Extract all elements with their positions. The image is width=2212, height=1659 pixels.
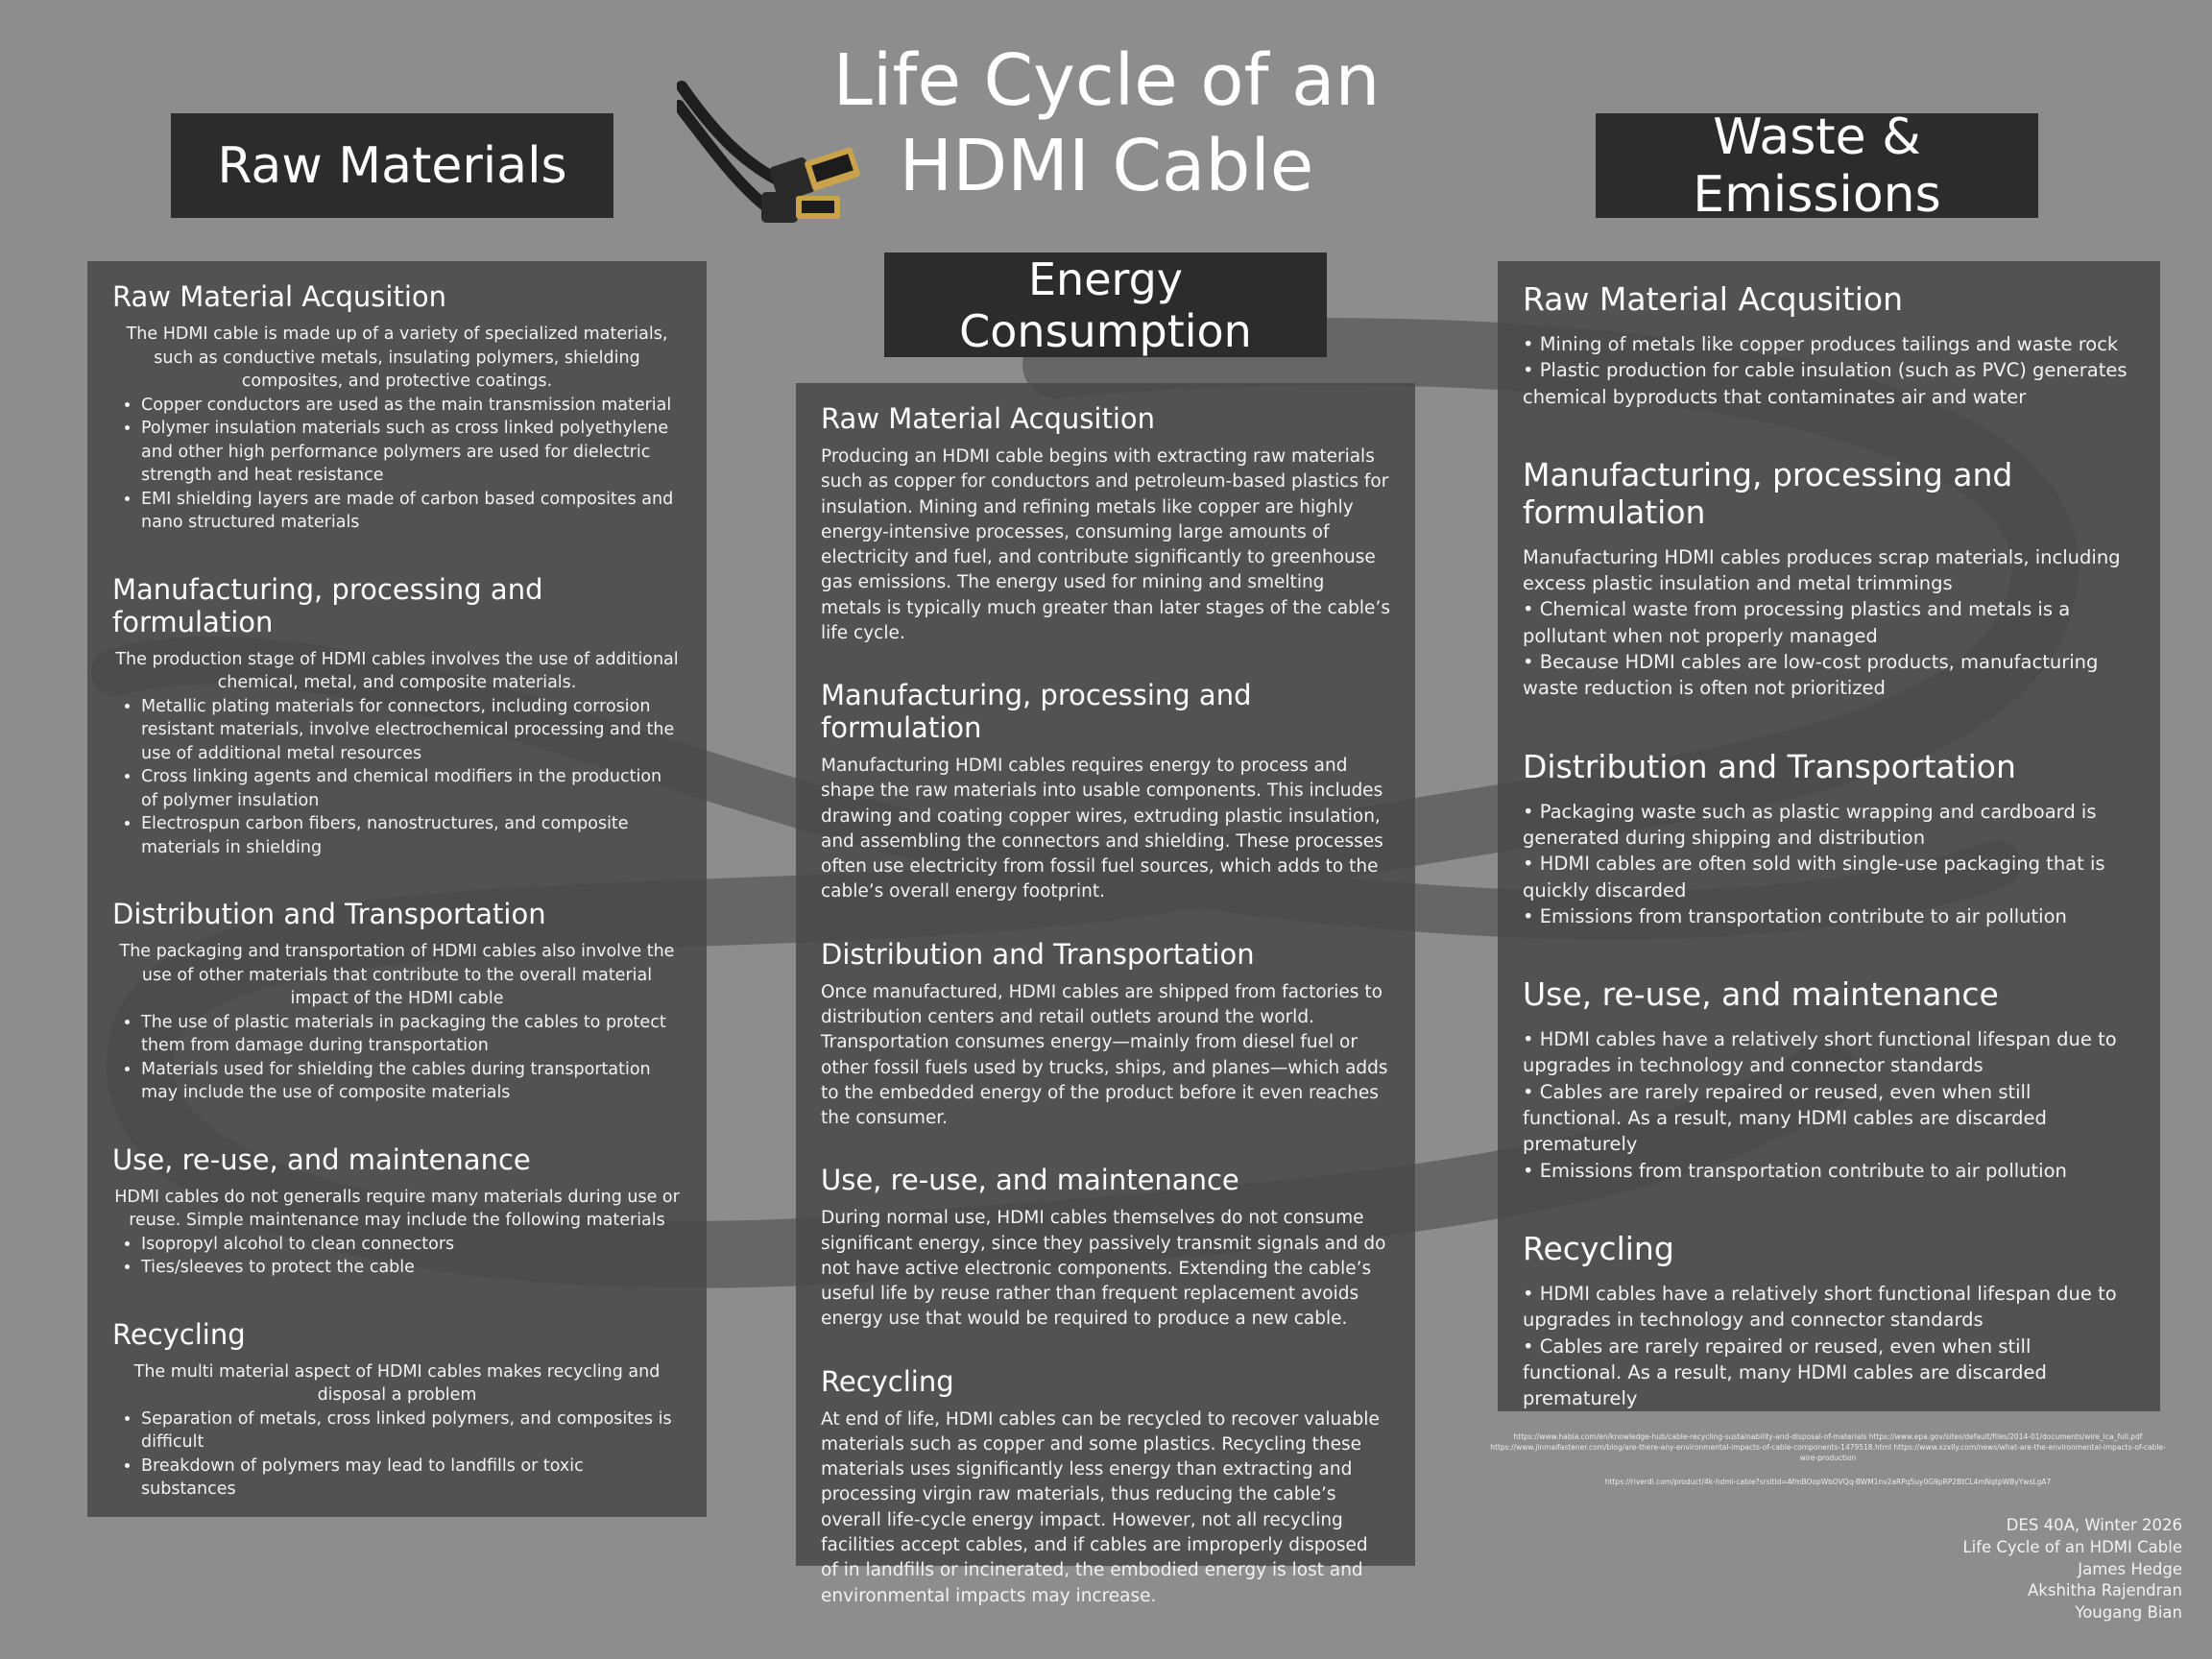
section-lines	[1523, 799, 2135, 929]
section-title: Raw Material Acqusition	[1523, 280, 1904, 318]
text-line: • Mining of metals like copper produces tailings and waste rock	[1523, 333, 2119, 355]
text-line: • HDMI cables have a relatively short functional lifespan due to upgrades in technology and connector standards	[1523, 1028, 2117, 1077]
bullet-list	[141, 1011, 682, 1105]
section-title: Use, re-use, and maintenance	[821, 1164, 1239, 1197]
raw-materials-header: Raw Materials	[171, 113, 613, 218]
text-line: • Cables are rarely repaired or reused, even when still functional. As a result, many HDMI cables are discarded prematurely	[1523, 1080, 2047, 1156]
text-line: • Because HDMI cables are low-cost products, manufacturing waste reduction is often not prioritized	[1523, 651, 2099, 700]
course-label: DES 40A, Winter 2026	[2006, 1516, 2182, 1534]
raw-section-distribution	[112, 898, 682, 1105]
energy-section-recycling	[821, 1365, 1390, 1609]
energy-section-acquisition	[821, 402, 1390, 646]
waste-section-manufacturing	[1523, 456, 2135, 702]
text-line: • Plastic production for cable insulation (such as PVC) generates chemical byproducts that contaminates air and water	[1523, 359, 2128, 408]
reference-link: https://riverdi.com/product/4k-hdmi-cable?srsltid=AfmBOopWbOVQq-BWM1nv2aRPq5uy0G9pRP2BtCL4mNqtpWByYwsLgA7	[1604, 1477, 2052, 1486]
hdmi-cable-icon	[677, 77, 869, 230]
title-line-2: HDMI Cable	[899, 124, 1314, 207]
raw-section-use	[112, 1143, 682, 1280]
raw-section-acquisition	[112, 280, 682, 535]
section-intro: The HDMI cable is made up of a variety of specialized materials, such as conductive metals, insulating polymers, shielding composites, and protective coatings.	[126, 325, 668, 391]
raw-section-recycling	[112, 1318, 682, 1502]
section-title: Manufacturing, processing and formulation	[1523, 455, 2013, 531]
section-title: Raw Material Acqusition	[821, 402, 1156, 435]
section-text: Once manufactured, HDMI cables are shipped from factories to distribution centers and retail outlets around the world. Transportation consumes energy—mainly from diesel fuel or other fossil fuels used by trucks, ships, and planes—which adds to the embedded energy of the product before it even reaches the consumer.	[821, 981, 1388, 1129]
bullet-item: • Isopropyl alcohol to clean connectors	[141, 1233, 682, 1257]
section-intro: The production stage of HDMI cables involves the use of additional chemical, metal, and composite materials.	[115, 649, 679, 692]
section-title: Raw Material Acqusition	[112, 280, 447, 313]
section-lines	[1523, 544, 2135, 702]
text-line: • Cables are rarely repaired or reused, even when still functional. As a result, many HDMI cables are discarded prematurely	[1523, 1334, 2047, 1410]
references	[1486, 1432, 2170, 1488]
title-line-1: Life Cycle of an	[832, 39, 1381, 122]
section-title: Manufacturing, processing and formulation	[821, 679, 1252, 745]
energy-consumption-header: Energy Consumption	[884, 252, 1327, 357]
bullet-item: • Breakdown of polymers may lead to landfills or toxic substances	[141, 1455, 682, 1502]
bullet-list	[141, 695, 682, 860]
section-title: Distribution and Transportation	[821, 937, 1255, 971]
section-title: Distribution and Transportation	[112, 898, 546, 930]
energy-section-use	[821, 1164, 1390, 1332]
bullet-list	[141, 1407, 682, 1502]
text-line: Manufacturing HDMI cables produces scrap materials, including excess plastic insulation and metal trimmings	[1523, 545, 2121, 595]
bullet-item: • Electrospun carbon fibers, nanostructures, and composite materials in shielding	[141, 812, 682, 859]
section-lines	[1523, 331, 2135, 410]
credits	[1798, 1515, 2182, 1624]
text-line: • Emissions from transportation contribute to air pollution	[1523, 1159, 2067, 1182]
section-text: Manufacturing HDMI cables requires energy to process and shape the raw materials into usable components. This includes drawing and coating copper wires, extruding plastic insulation, and assembling the connectors and shielding. These processes often use electricity from fossil fuel sources, which adds to the cable’s overall energy footprint.	[821, 756, 1383, 902]
author-name: Akshitha Rajendran	[2028, 1581, 2182, 1600]
waste-emissions-panel	[1498, 261, 2160, 1411]
section-title: Recycling	[112, 1317, 246, 1351]
poster-title	[826, 38, 1387, 209]
bullet-item: • Ties/sleeves to protect the cable	[141, 1256, 682, 1280]
section-title: Manufacturing, processing and formulation	[112, 572, 543, 638]
bullet-item: • Polymer insulation materials such as cross linked polyethylene and other high performance polymers are used for dielectric strength and heat resistance	[141, 417, 682, 488]
author-name: Yougang Bian	[2075, 1603, 2182, 1623]
section-text: During normal use, HDMI cables themselves do not consume significant energy, since they passively transmit signals and do not have active electronic components. Extending the cable’s useful life by reuse rather than frequent replacement avoids energy use that would be required to produce a new cable.	[821, 1208, 1386, 1330]
text-line: • Packaging waste such as plastic wrapping and cardboard is generated during shipping and distribution	[1523, 800, 2097, 849]
section-text: At end of life, HDMI cables can be recycled to recover valuable materials such as copper and some plastics. Recycling these materials uses significantly less energy than extracting and processing virgin raw materials, thus reducing the cable’s overall life-cycle energy impact. However, not all recycling facilities accept cables, and if cables are improperly disposed of in landfills or incinerated, the embodied energy is lost and environmental impacts may increase.	[821, 1408, 1380, 1606]
raw-section-manufacturing	[112, 573, 682, 860]
bullet-list	[141, 1233, 682, 1280]
waste-emissions-header: Waste & Emissions	[1596, 113, 2038, 218]
reference-links: https://www.habia.com/en/knowledge-hub/cable-recycling-sustainability-and-disposal-of-materials https://www.epa.gov/sites/default/files/2014-01/documents/wire_lca_full.pdf https://www.jinmaifastener.com/blog/are-there-any-environmental-impacts-of-cable-components-1479518.html https://www.xzxlly.com/news/what-are-the-environmental-impacts-of-cable-wire-production	[1490, 1432, 2166, 1462]
section-lines	[1523, 1026, 2135, 1184]
bullet-list	[141, 394, 682, 535]
energy-consumption-panel	[796, 383, 1415, 1606]
author-name: James Hedge	[2078, 1559, 2182, 1578]
section-title: Distribution and Transportation	[1523, 747, 2016, 785]
waste-section-use	[1523, 975, 2135, 1184]
bullet-item: • Copper conductors are used as the main transmission material	[141, 394, 682, 418]
energy-section-distribution	[821, 938, 1390, 1132]
bullet-item: • Materials used for shielding the cables during transportation may include the use of composite materials	[141, 1058, 682, 1105]
section-lines	[1523, 1281, 2135, 1411]
waste-section-recycling	[1523, 1230, 2135, 1411]
project-title: Life Cycle of an HDMI Cable	[1962, 1537, 2182, 1556]
bullet-item: • EMI shielding layers are made of carbon based composites and nano structured materials	[141, 488, 682, 535]
section-text: Producing an HDMI cable begins with extracting raw materials such as copper for conductors and petroleum-based plastics for insulation. Mining and refining metals like copper are highly energy-intensive processes, consuming large amounts of electricity and fuel, and contribute significantly to greenhouse gas emissions. The energy used for mining and smelting metals is typically much greater than later stages of the cable’s life cycle.	[821, 446, 1390, 643]
energy-section-manufacturing	[821, 679, 1390, 905]
bullet-item: • Separation of metals, cross linked polymers, and composites is difficult	[141, 1407, 682, 1455]
bullet-item: • The use of plastic materials in packaging the cables to protect them from damage during transportation	[141, 1011, 682, 1058]
text-line: • HDMI cables are often sold with single-use packaging that is quickly discarded	[1523, 853, 2105, 902]
waste-section-acquisition	[1523, 280, 2135, 410]
bullet-item: • Metallic plating materials for connectors, including corrosion resistant materials, involve electrochemical processing and the use of additional metal resources	[141, 695, 682, 766]
bullet-item: • Cross linking agents and chemical modifiers in the production of polymer insulation	[141, 765, 682, 812]
section-title: Recycling	[1523, 1229, 1674, 1267]
section-intro: The multi material aspect of HDMI cables makes recycling and disposal a problem	[133, 1361, 661, 1405]
section-title: Use, re-use, and maintenance	[112, 1142, 531, 1176]
text-line: • HDMI cables have a relatively short functional lifespan due to upgrades in technology and connector standards	[1523, 1282, 2117, 1332]
raw-materials-panel	[87, 261, 707, 1517]
text-line: • Chemical waste from processing plastics and metals is a pollutant when not properly managed	[1523, 598, 2071, 647]
section-title: Use, re-use, and maintenance	[1523, 975, 1999, 1014]
waste-section-distribution	[1523, 748, 2135, 929]
section-intro: HDMI cables do not generalls require many materials during use or reuse. Simple maintenance may include the following materials	[114, 1187, 680, 1230]
text-line: • Emissions from transportation contribute to air pollution	[1523, 904, 2067, 927]
section-title: Recycling	[821, 1364, 954, 1398]
section-intro: The packaging and transportation of HDMI cables also involve the use of other materials that contribute to the overall material impact of the HDMI cable	[119, 942, 675, 1008]
